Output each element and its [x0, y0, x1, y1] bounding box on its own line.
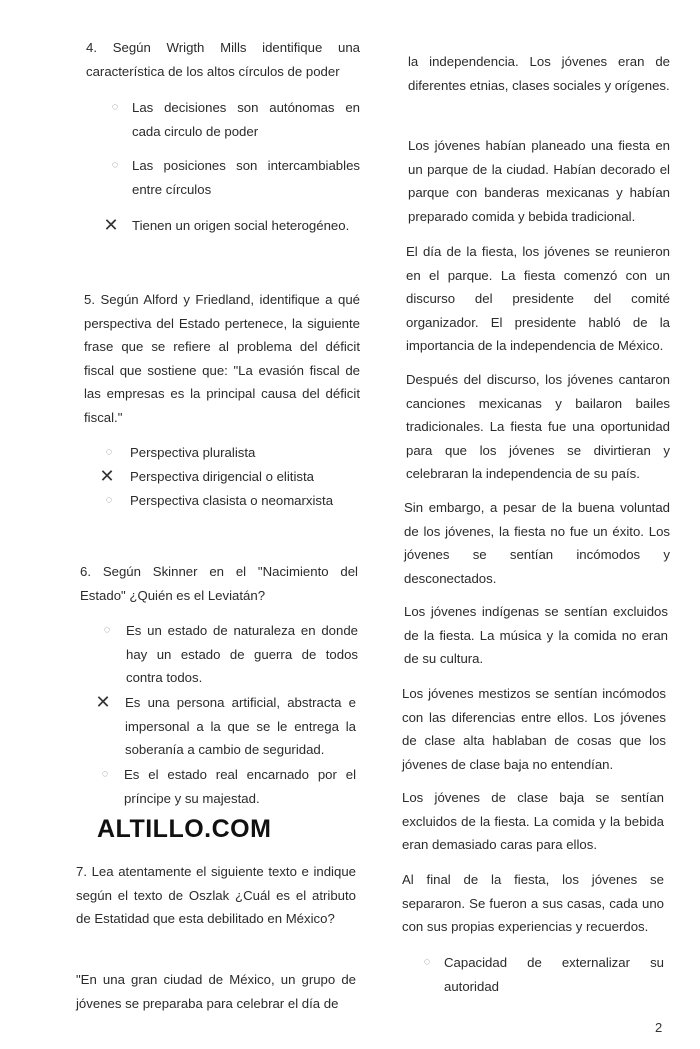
story-paragraph-9: Al final de la fiesta, los jóvenes se separaron. Se fueron a sus casas, cada uno con sus propias experiencias y recuerdos. — [402, 872, 664, 934]
question-5 — [84, 288, 360, 429]
question-4-option-2[interactable] — [106, 154, 360, 201]
question-6-option-1[interactable] — [98, 619, 358, 690]
question-4-option-1[interactable] — [106, 96, 360, 143]
option-text: Las decisiones son autónomas en cada circulo de poder — [132, 100, 360, 139]
radio-empty-icon: ◌ — [103, 624, 111, 636]
radio-empty-icon: ◌ — [111, 101, 119, 113]
question-5-option-2[interactable] — [98, 465, 360, 489]
radio-empty-icon: ◌ — [105, 446, 113, 458]
question-7-story-start — [76, 968, 356, 1015]
option-text: Perspectiva dirigencial o elitista — [130, 469, 314, 484]
altillo-logo: ALTILLO.COM — [97, 815, 272, 843]
option-text: Tienen un origen social heterogéneo. — [132, 218, 350, 233]
story-paragraph-3: El día de la fiesta, los jóvenes se reunieron en el parque. La fiesta comenzó con un discurso del presidente del comité organizador. El presidente habló de la importancia de la independencia de México. — [406, 244, 670, 353]
question-5-option-1[interactable] — [100, 441, 360, 465]
question-6-option-2[interactable] — [94, 691, 356, 762]
cross-mark-icon: ✕ — [95, 692, 111, 712]
question-4 — [86, 36, 360, 83]
question-7-option-1[interactable] — [418, 951, 664, 998]
story-paragraph-2: Los jóvenes habían planeado una fiesta en un parque de la ciudad. Habían decorado el parque con banderas mexicanas y habían preparado comida y bebida tradicional. — [408, 138, 670, 224]
story-paragraph-6: Los jóvenes indígenas se sentían excluidos de la fiesta. La música y la comida no eran de su cultura. — [404, 604, 668, 666]
question-7-text: 7. Lea atentamente el siguiente texto e indique según el texto de Oszlak ¿Cuál es el atributo de Estatidad que esta debilitado en México? — [76, 864, 356, 926]
radio-empty-icon: ◌ — [101, 768, 109, 780]
cross-mark-icon: ✕ — [103, 215, 119, 235]
option-text: Las posiciones son intercambiables entre círculos — [132, 158, 360, 197]
story-paragraph-7: Los jóvenes mestizos se sentían incómodos con las diferencias entre ellos. Los jóvenes de clase alta hablaban de cosas que los jóvenes de clase baja no entendían. — [402, 686, 666, 772]
story-paragraph-1: la independencia. Los jóvenes eran de diferentes etnias, clases sociales y orígenes. — [408, 54, 670, 93]
question-4-text: 4. Según Wrigth Mills identifique una característica de los altos círculos de poder — [86, 40, 360, 79]
story-paragraph-5: Sin embargo, a pesar de la buena voluntad de los jóvenes, la fiesta no fue un éxito. Los jóvenes se sentían incómodos y desconectados. — [404, 500, 670, 586]
option-text: Es un estado de naturaleza en donde hay un estado de guerra de todos contra todos. — [126, 623, 358, 685]
option-text: Es el estado real encarnado por el príncipe y su majestad. — [124, 767, 356, 806]
cross-mark-icon: ✕ — [99, 466, 115, 486]
radio-empty-icon: ◌ — [105, 494, 113, 506]
page-number: 2 — [655, 1020, 663, 1035]
story-paragraph-4: Después del discurso, los jóvenes cantaron canciones mexicanas y bailaron bailes tradicionales. La fiesta fue una oportunidad para que los jóvenes se divirtieran y celebraran la independencia de su país. — [406, 372, 670, 481]
option-text: Perspectiva clasista o neomarxista — [130, 493, 334, 508]
question-4-option-3[interactable] — [102, 214, 364, 238]
question-5-option-3[interactable] — [100, 489, 360, 513]
story-paragraph: "En una gran ciudad de México, un grupo de jóvenes se preparaba para celebrar el día de — [76, 972, 356, 1011]
option-text: Es una persona artificial, abstracta e impersonal a la que se le entrega la soberanía a cambio de seguridad. — [125, 695, 356, 757]
story-paragraph-8: Los jóvenes de clase baja se sentían excluidos de la fiesta. La comida y la bebida eran demasiado caras para ellos. — [402, 790, 664, 852]
question-6-option-3[interactable] — [96, 763, 356, 810]
question-6 — [80, 560, 358, 607]
option-text: Perspectiva pluralista — [130, 445, 256, 460]
question-5-text: 5. Según Alford y Friedland, identifique a qué perspectiva del Estado pertenece, la siguiente frase que se refiere al problema del déficit fiscal que sostiene que: "La evasión fiscal de las empresas es la principal causa del déficit fiscal." — [84, 292, 360, 425]
option-text: Capacidad de externalizar su autoridad — [444, 955, 664, 994]
radio-empty-icon: ◌ — [423, 956, 431, 968]
question-6-text: 6. Según Skinner en el "Nacimiento del Estado" ¿Quién es el Leviatán? — [80, 564, 358, 603]
question-7 — [76, 860, 356, 931]
radio-empty-icon: ◌ — [111, 159, 119, 171]
